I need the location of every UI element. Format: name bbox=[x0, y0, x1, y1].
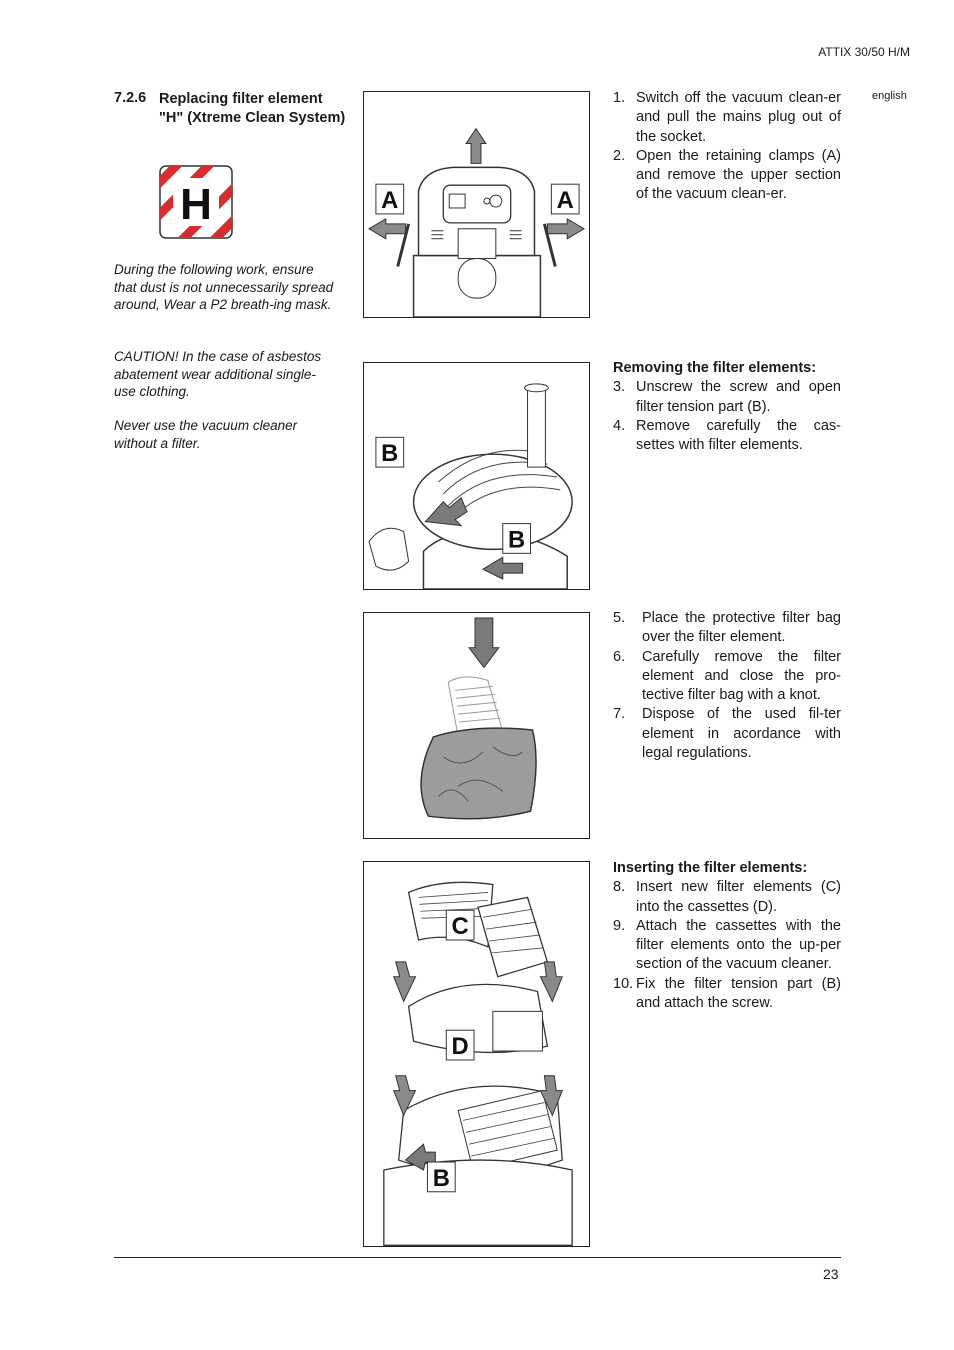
fig2-label-b-lower: B bbox=[508, 526, 526, 554]
step-item: 2. Open the retaining clamps (A) and remove the upper section of the vacuum clean-er. bbox=[613, 147, 841, 203]
dust-warning-note: During the following work, ensure that dust is not unnecessarily spread around, Wear a P2 breath-ing mask. bbox=[114, 262, 334, 312]
language-label: english bbox=[872, 90, 907, 102]
fig4-label-b: B bbox=[432, 1164, 450, 1192]
steps-group-dispose bbox=[613, 609, 841, 763]
step-item: 8. Insert new filter elements (C) into the cassettes (D). bbox=[613, 879, 841, 915]
h-filter-class-icon bbox=[158, 164, 234, 240]
steps-group-insert bbox=[613, 859, 841, 1013]
figure-insert-filters bbox=[363, 861, 590, 1247]
filter-required-note: Never use the vacuum cleaner without a filter. bbox=[114, 418, 298, 451]
step-item: 6. Carefully remove the filter element and close the pro-tective filter bag with a knot. bbox=[613, 648, 841, 704]
section-number: 7.2.6 bbox=[114, 90, 147, 106]
page-number: 23 bbox=[823, 1266, 839, 1282]
h-badge-letter: H bbox=[180, 180, 212, 229]
section-title: Replacing filter element "H" (Xtreme Clean System) bbox=[159, 91, 346, 126]
fig1-label-a-left: A bbox=[381, 186, 399, 214]
step-item: 3. Unscrew the screw and open filter tension part (B). bbox=[613, 379, 841, 415]
insert-filters-heading: Inserting the filter elements: bbox=[613, 860, 808, 876]
figure-remove-cassettes bbox=[363, 362, 590, 590]
step-item: 7. Dispose of the used fil-ter element in acordance with legal regulations. bbox=[613, 706, 841, 762]
fig1-label-a-right: A bbox=[556, 186, 574, 214]
step-item: 9. Attach the cassettes with the filter elements onto the up-per section of the vacuum cleaner. bbox=[613, 917, 841, 973]
step-item: 4. Remove carefully the cas-settes with filter elements. bbox=[613, 417, 841, 454]
steps-group-disassemble bbox=[613, 89, 841, 205]
step-item: 10. Fix the filter tension part (B) and attach the screw. bbox=[613, 975, 841, 1012]
asbestos-caution-note: CAUTION! In the case of asbestos abatement wear additional single-use clothing. bbox=[114, 349, 322, 399]
footer-divider bbox=[114, 1257, 841, 1258]
figure-open-clamps bbox=[363, 91, 590, 318]
steps-group-remove bbox=[613, 359, 841, 455]
fig4-label-d: D bbox=[451, 1033, 469, 1060]
fig2-label-b-upper: B bbox=[381, 440, 399, 468]
document-model-header: ATTIX 30/50 H/M bbox=[818, 45, 910, 59]
step-item: 5. Place the protective filter bag over the filter element. bbox=[613, 610, 841, 646]
step-item: 1. Switch off the vacuum clean-er and pull the mains plug out of the socket. bbox=[613, 90, 841, 145]
figure-protective-bag bbox=[363, 612, 590, 839]
fig4-label-c: C bbox=[451, 913, 469, 941]
remove-filters-heading: Removing the filter elements: bbox=[613, 360, 817, 376]
